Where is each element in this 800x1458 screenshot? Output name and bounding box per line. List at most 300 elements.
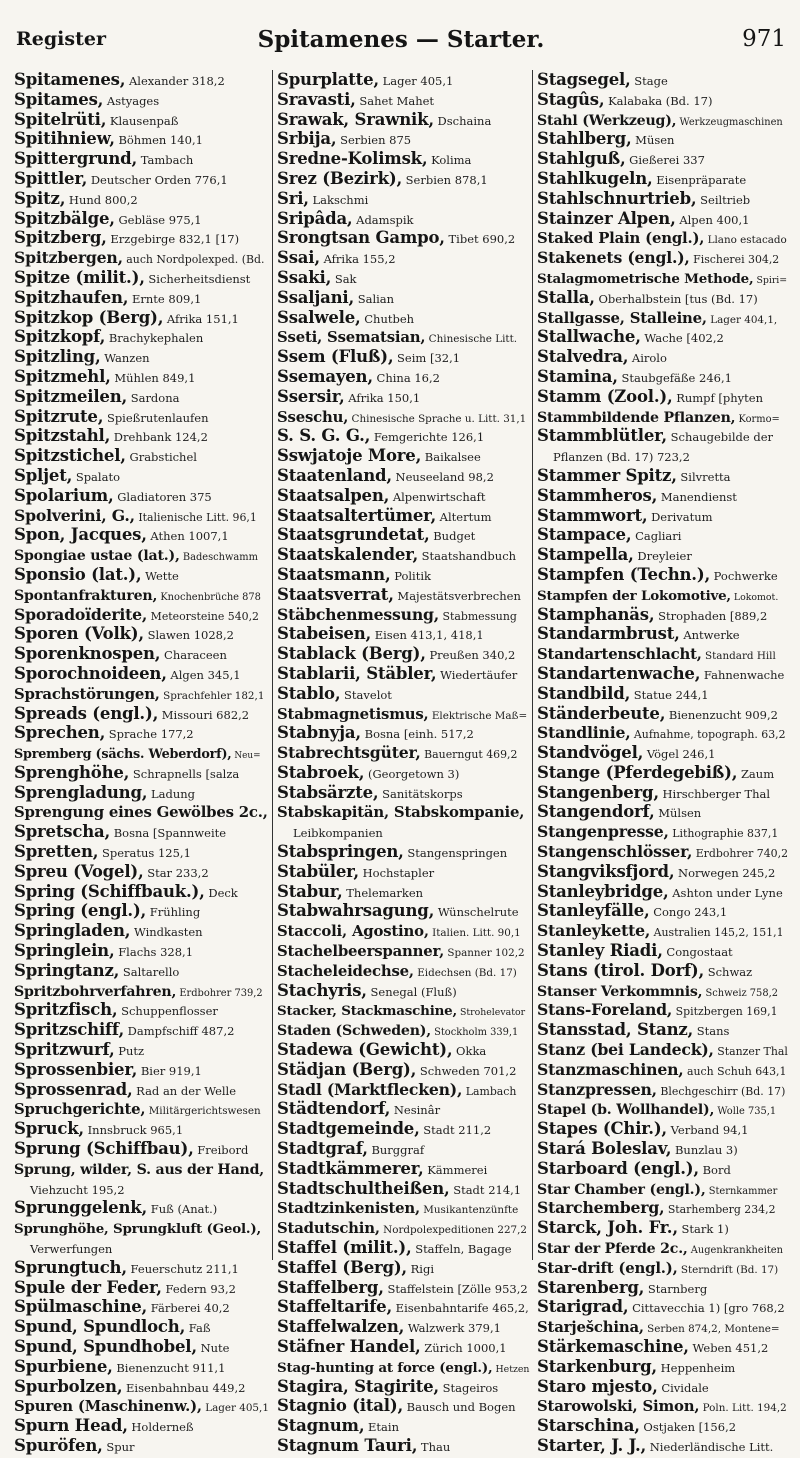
entry-headword: Stäfner Handel, [277, 1337, 421, 1356]
index-entry [277, 882, 529, 902]
index-entry [14, 248, 269, 268]
index-entry [277, 921, 529, 941]
entry-headword: Sponsio (lat.), [14, 564, 142, 584]
index-entry [537, 1396, 788, 1416]
entry-headword: Ssersir, [277, 386, 345, 406]
entry-headword: Stadtgemeinde, [277, 1119, 420, 1139]
entry-headword: Staffelwalzen, [277, 1317, 405, 1337]
entry-reference: Airolo [631, 351, 667, 366]
entry-reference: Kormo= [738, 413, 780, 425]
entry-headword: Sprung (Schiffbau), [14, 1139, 194, 1159]
index-entry [537, 189, 788, 209]
index-entry [14, 1278, 269, 1298]
entry-headword: Ssaljani, [277, 287, 355, 307]
entry-headword: Spon, Jacques, [14, 525, 147, 545]
index-entry [14, 506, 269, 526]
entry-headword: Stamina, [537, 366, 618, 386]
index-entry [14, 1040, 269, 1060]
entry-headword: Spritzwurf, [14, 1040, 115, 1060]
entry-reference: Australien 145,2, 151,1 [653, 926, 784, 940]
index-entry [14, 1060, 269, 1080]
index-entry [537, 1000, 788, 1020]
entry-headword: Stagsegel, [537, 70, 631, 89]
index-entry [14, 169, 269, 189]
index-entry [14, 189, 269, 209]
index-entry [277, 1278, 529, 1298]
entry-headword: Stallgasse, Stalleine, [537, 308, 707, 327]
entry-reference: Sternkammer [708, 1185, 778, 1197]
index-entry [14, 129, 269, 149]
entry-reference: Lager 405,1 [382, 74, 454, 88]
index-entry [14, 1159, 269, 1179]
entry-headword: Ssem (Fluß), [277, 347, 394, 367]
index-entry [537, 426, 788, 446]
entry-headword: Stanzpressen, [537, 1079, 657, 1099]
entry-headword: Stammer Spitz, [537, 465, 677, 485]
entry-reference: Zürich 1000,1 [424, 1341, 507, 1355]
entry-headword: Ssaki, [277, 267, 332, 287]
entry-headword: Ssalwele, [277, 307, 361, 327]
index-entry [277, 367, 529, 387]
entry-reference: Schweden 701,2 [419, 1063, 517, 1078]
index-entry [537, 506, 788, 526]
index-entry [537, 882, 788, 902]
entry-reference: Seiltrieb [700, 192, 751, 207]
entry-headword: Stärkemaschine, [537, 1337, 689, 1356]
index-entry [14, 585, 269, 605]
entry-reference: Fuß (Anat.) [150, 1202, 218, 1217]
index-entry [277, 1416, 529, 1436]
entry-headword: Stanser Verkommnis, [537, 983, 703, 1000]
entry-headword: Spitames, [14, 89, 104, 109]
entry-reference: Majestätsverbrechen [397, 588, 521, 603]
entry-headword: Stablo, [277, 683, 341, 703]
entry-headword: Spitzbälge, [14, 208, 115, 228]
entry-headword: Spitzhaufen, [14, 287, 129, 307]
entry-reference: Spießrutenlaufen [106, 410, 209, 425]
index-entry [537, 407, 788, 427]
entry-headword: Standbild, [537, 683, 631, 703]
entry-reference: Schuppenflosser [121, 1004, 218, 1019]
index-entry [14, 1020, 269, 1040]
entry-headword: Spretscha, [14, 822, 111, 842]
index-entry [537, 367, 788, 387]
entry-headword: Spurplatte, [277, 70, 379, 89]
entry-headword: Sseti, Ssematsian, [277, 328, 426, 347]
entry-headword: Stangviksfjord, [537, 861, 675, 881]
entry-headword: Staatsgrundetat, [277, 525, 430, 545]
entry-reference: Athen 1007,1 [150, 529, 229, 544]
entry-reference: Oberhalbstein [tus (Bd. 17) [598, 291, 758, 306]
index-entry [14, 525, 269, 545]
index-entry [277, 783, 529, 803]
index-entry [277, 644, 529, 664]
entry-headword: Spongiae ustae (lat.), [14, 548, 180, 565]
entry-reference: Ladung [151, 786, 196, 801]
index-entry [277, 1139, 529, 1159]
entry-reference: Bausch und Bogen [406, 1400, 516, 1415]
entry-headword: Starješchina, [537, 1318, 644, 1337]
index-entry [537, 624, 788, 644]
index-entry [14, 961, 269, 981]
index-entry [537, 228, 788, 248]
entry-headword: Starenberg, [537, 1277, 645, 1297]
index-entry [14, 1317, 269, 1337]
entry-reference: Tambach [140, 153, 194, 168]
entry-reference: Preußen 340,2 [429, 648, 516, 663]
index-entry [537, 1238, 788, 1258]
entry-headword: Spitamenes, [14, 70, 126, 89]
entry-reference: Viehzucht 195,2 [30, 1182, 125, 1197]
entry-reference: Thau [420, 1439, 451, 1454]
index-entry [14, 308, 269, 328]
entry-reference: Rumpf [phyten [676, 390, 764, 405]
entry-headword: Sri, [277, 188, 309, 208]
entry-reference: Mühlen 849,1 [114, 370, 196, 385]
entry-reference: Erdbohrer 740,2 [695, 847, 789, 861]
entry-headword: Stadtgraf, [277, 1139, 368, 1159]
entry-headword: Stainzer Alpen, [537, 208, 676, 228]
entry-reference: Spalato [75, 469, 120, 484]
entry-reference: Lithographie 837,1 [672, 827, 779, 841]
entry-headword: Sprengung eines Gewölbes 2c., [14, 803, 268, 822]
index-entry [277, 1317, 529, 1337]
entry-headword: Stanley Riadi, [537, 941, 663, 961]
entry-reference: Schweiz 758,2 [705, 987, 778, 999]
index-entry [14, 822, 269, 842]
entry-headword: Spurbolzen, [14, 1376, 123, 1396]
entry-headword: Spreu (Vogel), [14, 861, 144, 881]
entry-reference: Okka [456, 1044, 487, 1059]
entry-reference: Walzwerk 379,1 [407, 1321, 501, 1336]
entry-headword: Spund, Spundhobel, [14, 1337, 197, 1356]
entry-headword: Stakenets (engl.), [537, 248, 690, 268]
index-entry [277, 288, 529, 308]
index-entry [537, 288, 788, 308]
index-entry [277, 1377, 529, 1397]
entry-headword: Sprunghöhe, Sprungkluft (Geol.), [14, 1221, 261, 1238]
index-entry [14, 1436, 269, 1456]
entry-reference: Pochwerke [713, 568, 778, 583]
index-entry [14, 1119, 269, 1139]
entry-headword: Spurn Head, [14, 1416, 128, 1436]
entry-headword: Staatsalpen, [277, 485, 390, 505]
entry-reference: Serbien 875 [340, 133, 412, 148]
entry-headword: Staatsmann, [277, 564, 391, 584]
entry-headword: Staffel (Berg), [277, 1257, 407, 1277]
entry-headword: Stablarii, Stäbler, [277, 663, 437, 683]
entry-reference: Staubgefäße 246,1 [621, 370, 732, 385]
entry-reference: China 16,2 [376, 370, 440, 385]
index-entry [277, 704, 529, 724]
index-entry [537, 862, 788, 882]
index-entry [537, 486, 788, 506]
entry-headword: Spitelrüti, [14, 109, 107, 129]
entry-headword: Spritzfisch, [14, 1000, 118, 1020]
index-entry [277, 347, 529, 367]
index-entry [14, 407, 269, 427]
entry-reference: Afrika 151,1 [166, 311, 239, 326]
entry-headword: Stammbildende Pflanzen, [537, 409, 736, 426]
entry-reference: Deck [208, 885, 238, 900]
index-column-3 [537, 70, 789, 1455]
index-entry [277, 1198, 529, 1218]
entry-headword: Staked Plain (engl.), [537, 229, 705, 248]
entry-headword: Stans (tirol. Dorf), [537, 960, 705, 980]
entry-headword: Star Chamber (engl.), [537, 1181, 706, 1198]
entry-reference: Stangenspringen [407, 846, 508, 861]
entry-reference: Femgerichte 126,1 [373, 430, 485, 445]
entry-headword: Star der Pferde 2c., [537, 1241, 688, 1258]
entry-reference: Hund 800,2 [68, 192, 138, 207]
entry-headword: Sporen (Volk), [14, 624, 144, 644]
entry-reference: Adamspik [356, 212, 414, 227]
entry-reference: Lager 404,1, [710, 313, 778, 326]
entry-reference: Stage [634, 74, 668, 88]
entry-reference: Stanzer Thal [717, 1045, 788, 1059]
index-entry [537, 446, 788, 466]
index-entry [14, 1416, 269, 1436]
index-entry [537, 842, 788, 862]
index-entry [537, 901, 788, 921]
entry-headword: Stabrechtsgüter, [277, 743, 421, 763]
entry-headword: Stallwache, [537, 327, 641, 347]
entry-headword: Sporenknospen, [14, 644, 161, 664]
index-entry [537, 1119, 788, 1139]
entry-headword: Sprechen, [14, 723, 106, 743]
entry-headword: Spitzkopf, [14, 327, 106, 347]
index-entry [537, 684, 788, 704]
entry-reference: auch Schuh 643,1 [687, 1064, 787, 1078]
index-entry [14, 149, 269, 169]
entry-headword: Spitz, [14, 188, 66, 208]
entry-headword: Spurbiene, [14, 1356, 113, 1376]
index-entry [14, 1080, 269, 1100]
page-number: 971 [742, 26, 786, 52]
entry-headword: Stangendorf, [537, 802, 655, 822]
index-entry [537, 1436, 788, 1456]
entry-headword: Stans-Foreland, [537, 1000, 673, 1020]
entry-reference: Klausenpaß [109, 113, 179, 128]
entry-reference: Alpen 400,1 [679, 212, 750, 227]
index-entry [277, 1258, 529, 1278]
index-entry [277, 1396, 529, 1416]
entry-reference: Manendienst [660, 489, 737, 504]
entry-headword: Stapel (b. Wollhandel), [537, 1102, 715, 1119]
index-entry [537, 466, 788, 486]
entry-reference: auch Nordpolexped. (Bd. [126, 253, 265, 267]
index-entry [277, 565, 529, 585]
index-entry [14, 1139, 269, 1159]
entry-reference: Sanitätskorps [382, 786, 463, 801]
entry-headword: Stange (Pferdegebiß), [537, 762, 738, 782]
entry-headword: Stanleyfälle, [537, 901, 650, 921]
entry-headword: Stadl (Marktflecken), [277, 1079, 463, 1099]
entry-headword: Spülmaschine, [14, 1297, 148, 1317]
entry-reference: Silvretta [680, 469, 731, 484]
index-entry [537, 327, 788, 347]
entry-reference: Gebläse 975,1 [118, 212, 202, 227]
entry-headword: Stagira, Stagirite, [277, 1376, 439, 1396]
entry-headword: Staden (Schweden), [277, 1023, 431, 1040]
entry-headword: Staffel (milit.), [277, 1238, 412, 1258]
entry-reference: Federn 93,2 [165, 1281, 236, 1296]
index-entry [14, 545, 269, 565]
index-entry [277, 763, 529, 783]
index-entry [537, 149, 788, 169]
entry-headword: Staatsaltertümer, [277, 505, 437, 525]
index-entry [537, 248, 788, 268]
entry-reference: Italienische Litt. 96,1 [138, 510, 257, 524]
index-entry [537, 110, 788, 130]
index-entry [537, 209, 788, 229]
entry-reference: Innsbruck 965,1 [87, 1123, 184, 1138]
index-entry [537, 1357, 788, 1377]
entry-headword: Stanzmaschinen, [537, 1059, 684, 1079]
entry-headword: Stachelbeerspanner, [277, 942, 445, 961]
entry-reference: Niederländische Litt. [649, 1439, 774, 1454]
index-entry [277, 802, 529, 822]
entry-reference: Werkzeugmaschinen [679, 116, 783, 128]
index-entry [14, 1377, 269, 1397]
index-entry [277, 110, 529, 130]
entry-reference: Spanner 102,2 [447, 947, 525, 960]
entry-reference: Hirschberger Thal [662, 786, 771, 801]
index-entry [277, 901, 529, 921]
entry-reference: Standard Hill [705, 650, 776, 663]
index-entry [537, 565, 788, 585]
entry-headword: Sprenghöhe, [14, 762, 130, 782]
index-entry [14, 842, 269, 862]
entry-headword: Spljet, [14, 465, 73, 485]
entry-headword: Stangenpresse, [537, 822, 669, 842]
entry-reference: Speratus 125,1 [101, 846, 191, 861]
entry-headword: Stagnio (ital), [277, 1396, 403, 1416]
entry-headword: Stamphanäs, [537, 604, 655, 624]
entry-reference: Seim [32,1 [397, 351, 461, 366]
index-entry [277, 268, 529, 288]
entry-headword: Städjan (Berg), [277, 1059, 417, 1079]
entry-headword: Srawak, Srawnik, [277, 109, 434, 129]
index-entry [14, 981, 269, 1001]
entry-reference: Bord [702, 1162, 731, 1177]
index-entry [537, 941, 788, 961]
entry-reference: Böhmen 140,1 [118, 133, 203, 148]
entry-reference: Blechgeschirr (Bd. 17) [660, 1084, 786, 1098]
entry-reference: Lager 405,1 [205, 1402, 269, 1415]
entry-reference: Bienenzucht 909,2 [668, 707, 778, 722]
index-entry [537, 664, 788, 684]
entry-reference: Missouri 682,2 [161, 707, 250, 722]
index-entry [277, 1020, 529, 1040]
entry-headword: Stabwahrsagung, [277, 901, 435, 921]
entry-headword: Sredne-Kolimsk, [277, 149, 428, 169]
entry-headword: Stahlschnurtrieb, [537, 188, 697, 208]
entry-reference: Stageiros [442, 1380, 499, 1395]
entry-reference: Rigi [410, 1261, 435, 1276]
index-entry [277, 1357, 529, 1377]
entry-reference: Baikalsee [424, 450, 481, 465]
index-entry [537, 1139, 788, 1159]
entry-headword: Stahl (Werkzeug), [537, 112, 677, 129]
entry-reference: Hochstapler [362, 865, 435, 880]
entry-reference: Musikantenzünfte [423, 1204, 519, 1217]
entry-headword: Stadtkämmerer, [277, 1158, 424, 1178]
entry-headword: Stagnum Tauri, [277, 1435, 418, 1455]
entry-reference: Dreyleier [637, 549, 692, 564]
entry-headword: Staffeltarife, [277, 1297, 393, 1317]
entry-headword: Sporochnoideen, [14, 663, 167, 683]
entry-reference: Stabmessung [442, 609, 517, 623]
entry-headword: Stammwort, [537, 505, 648, 525]
entry-reference: Wolle 735,1 [717, 1106, 777, 1118]
entry-reference: Characeen [164, 648, 227, 663]
index-entry [14, 288, 269, 308]
entry-reference: Eisen 413,1, 418,1 [374, 628, 484, 643]
index-entry [537, 545, 788, 565]
entry-reference: Stadt 211,2 [423, 1123, 492, 1138]
entry-headword: Stampella, [537, 545, 634, 565]
entry-reference: Ernte 809,1 [132, 291, 202, 306]
index-entry [277, 1218, 529, 1238]
entry-headword: Spitzmehl, [14, 366, 111, 386]
index-entry [14, 426, 269, 446]
entry-reference: Chutbeh [364, 311, 415, 326]
entry-headword: Stabur, [277, 881, 343, 901]
entry-reference: Nordpolexpeditionen 227,2 [383, 1224, 528, 1237]
entry-headword: Stampfen der Lokomotive, [537, 587, 731, 604]
index-entry [537, 1416, 788, 1436]
index-entry [14, 763, 269, 783]
index-entry [537, 1159, 788, 1179]
entry-reference: Cagliari [635, 529, 682, 544]
entry-reference: Poln. Litt. 194,2 [702, 1402, 787, 1415]
index-entry [537, 723, 788, 743]
index-entry [277, 387, 529, 407]
index-entry [14, 1238, 269, 1258]
entry-reference: Knochenbrüche 878 [160, 591, 261, 603]
entry-headword: Stalvedra, [537, 347, 629, 367]
index-entry [537, 605, 788, 625]
header-range-title: Spitamenes — Starter. [257, 26, 545, 53]
index-entry [277, 1337, 529, 1357]
entry-headword: Springlein, [14, 941, 115, 961]
index-entry [277, 466, 529, 486]
entry-headword: Stabroek, [277, 762, 365, 782]
index-entry [14, 783, 269, 803]
entry-headword: Stalagmometrische Methode, [537, 270, 754, 287]
entry-headword: Stamm (Zool.), [537, 386, 673, 406]
index-entry [277, 1000, 529, 1020]
index-entry [14, 1000, 269, 1020]
entry-reference: Müsen [635, 133, 675, 148]
entry-reference: Weben 451,2 [692, 1341, 769, 1355]
index-entry [14, 624, 269, 644]
index-entry [277, 426, 529, 446]
index-entry [537, 268, 788, 288]
entry-reference: Sahet Mahet [359, 93, 435, 108]
entry-reference: Pflanzen (Bd. 17) 723,2 [553, 450, 690, 465]
index-entry [277, 1060, 529, 1080]
index-entry [277, 585, 529, 605]
index-entry [537, 783, 788, 803]
entry-headword: Sswjatoje More, [277, 446, 422, 466]
entry-reference: Meteorsteine 540,2 [150, 609, 259, 623]
index-entry [277, 248, 529, 268]
entry-headword: Spolarium, [14, 485, 114, 505]
entry-headword: Standartenschlacht, [537, 645, 702, 664]
entry-reference: Eidechsen (Bd. 17) [417, 966, 517, 979]
